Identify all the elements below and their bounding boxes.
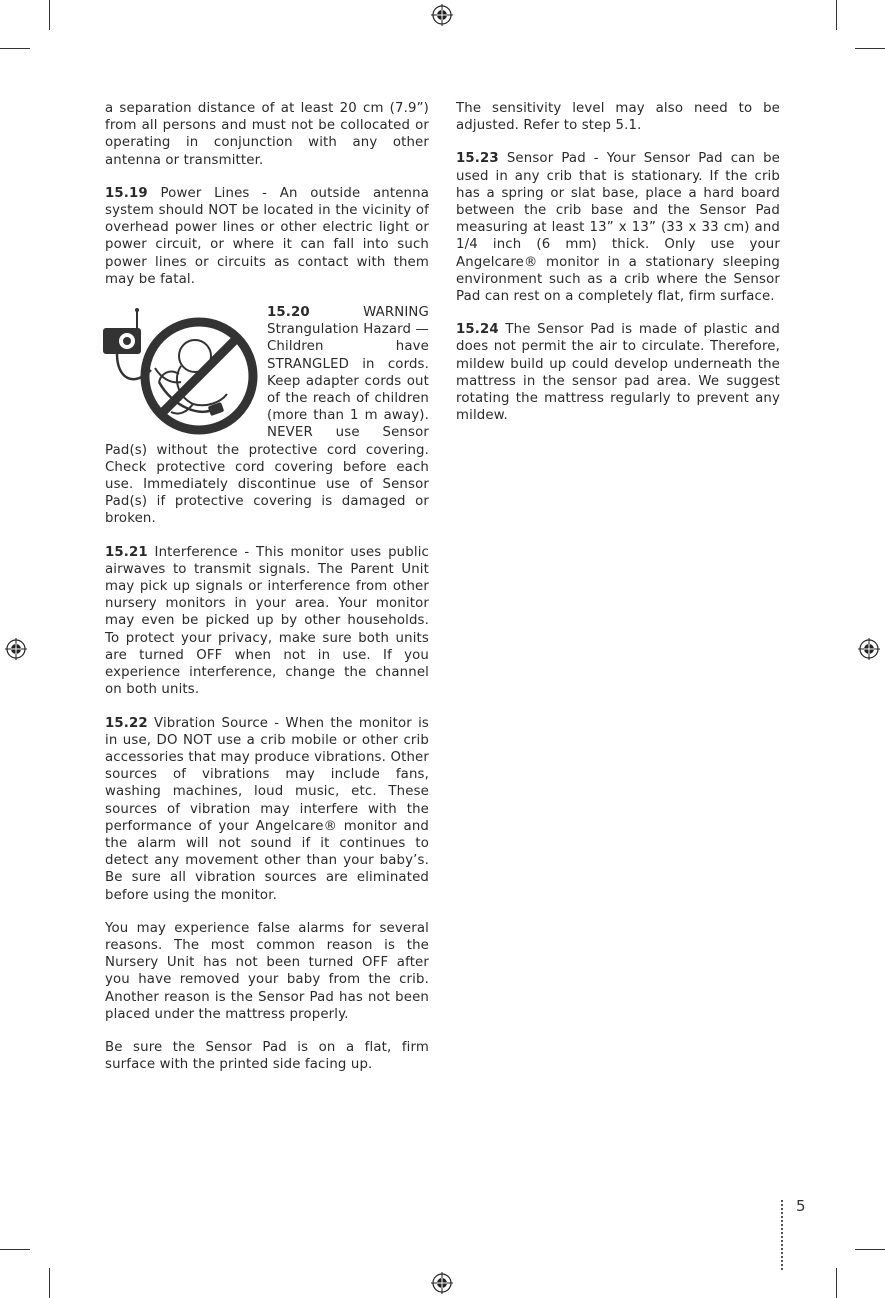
right-column [456, 100, 780, 440]
registration-mark-icon [5, 638, 27, 660]
crop-mark [855, 1249, 885, 1250]
section-text: The Sensor Pad is made of plastic and does not permit the air to circulate. Therefore, mildew build up could develop underneath the mattress in the sensor pad area. We suggest rotating the mattress regularly to prevent any mildew. [456, 322, 780, 424]
section-text: Power Lines - An outside antenna system should NOT be located in the vicinity of overhead power lines or other electric light or power circuit, or where it can fall into such power lines or circuits as contact with them may be fatal. [105, 185, 429, 287]
false-alarms-paragraph: You may experience false alarms for several reasons. The most common reason is the Nursery Unit has not been turned OFF after you have removed your baby from the crib. Another reason is the Sensor Pad has not been placed under the mattress properly. [105, 920, 429, 1022]
section-15-24 [456, 321, 780, 424]
section-number: 15.19 [105, 185, 148, 201]
section-15-20 [105, 304, 429, 528]
section-text: Vibration Source - When the monitor is in use, DO NOT use a crib mobile or other crib accessories that may produce vibrations. Other sources of vibrations may include fans, washing machines, loud music, etc. These sources of vibration may interfere with the performance of your Angelcare® monitor and the alarm will not sound if it continues to detect any movement other than your baby’s. Be sure all vibration sources are eliminated before using the monitor. [105, 715, 429, 903]
crop-mark [0, 48, 30, 49]
section-text: Interference - This monitor uses public airwaves to transmit signals. The Parent Unit may pick up signals or interference from other nursery monitors in your area. Your monitor may even be picked up by other households. To protect your privacy, make sure both units are turned OFF when not in use. If you experience interference, change the channel on both units. [105, 544, 429, 698]
crop-mark [855, 48, 885, 49]
left-column [105, 100, 429, 1089]
section-number: 15.20 [267, 305, 310, 321]
intro-paragraph: a separation distance of at least 20 cm (7.9”) from all persons and must not be collocated or operating in conjunction with any other antenna or transmitter. [105, 101, 429, 168]
section-15-22 [105, 715, 429, 904]
crop-mark [0, 1249, 30, 1250]
section-number: 15.22 [105, 715, 148, 731]
registration-mark-icon [431, 4, 453, 26]
section-text: WARNING Strangulation Hazard — Children have STRANGLED in cords. Keep adapter cords out of the reach of children (more than 1 m away). NEVER use Sensor Pad(s) without the protective cord covering. Check protective cord covering before each use. Immediately discontinue use of Sensor Pad(s) if protective covering is damaged or broken. [105, 305, 429, 527]
crop-mark [49, 1268, 50, 1298]
section-text: Sensor Pad - Your Sensor Pad can be used in any crib that is stationary. If the crib has a spring or slat base, place a hard board between the crib base and the Sensor Pad measuring at least 13” x 13” (33 x 33 cm) and 1/4 inch (6 mm) thick. Only use your Angelcare® monitor in a stationary sleeping environment such as a crib where the Sensor Pad can rest on a completely flat, firm surface. [456, 151, 780, 305]
section-number: 15.21 [105, 544, 148, 560]
registration-mark-icon [858, 638, 880, 660]
section-number: 15.24 [456, 322, 499, 338]
section-15-21 [105, 544, 429, 699]
page-number: 5 [796, 1197, 806, 1215]
section-number: 15.23 [456, 151, 499, 167]
page-number-divider [781, 1200, 783, 1270]
crop-mark [836, 0, 837, 30]
crop-mark [836, 1268, 837, 1298]
strangulation-warning-icon [103, 308, 261, 436]
crop-mark [49, 0, 50, 30]
section-15-19 [105, 185, 429, 288]
section-15-23 [456, 150, 780, 305]
flat-surface-paragraph: Be sure the Sensor Pad is on a flat, firm surface with the printed side facing up. [105, 1039, 429, 1073]
registration-mark-icon [431, 1272, 453, 1294]
sensitivity-paragraph: The sensitivity level may also need to be adjusted. Refer to step 5.1. [456, 101, 780, 134]
